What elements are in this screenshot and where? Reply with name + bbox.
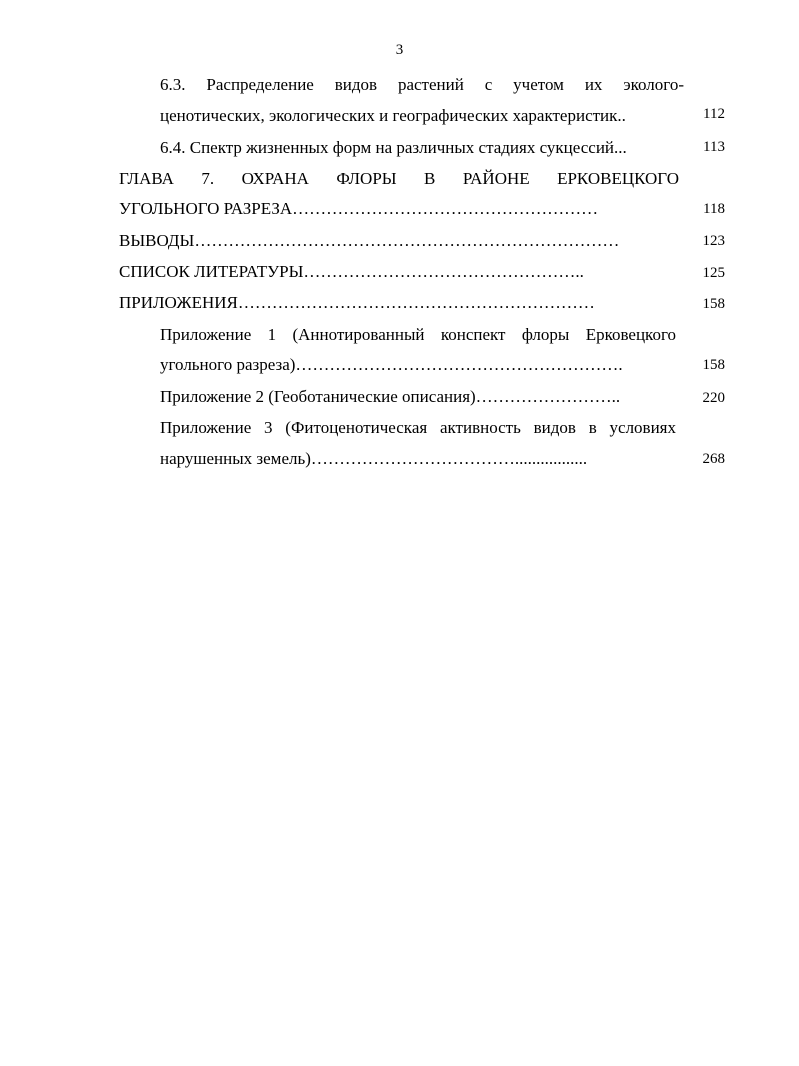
toc-chapter-7-line-1: ГЛАВА 7. ОХРАНА ФЛОРЫ В РАЙОНЕ ЕРКОВЕЦКОГО [119, 169, 679, 188]
toc-appendix-2-page: 220 [702, 390, 725, 406]
toc-chapter-7-page: 118 [703, 201, 725, 217]
toc-entry-6-3-line-1: 6.3. Распределение видов растений с учетом их эколого- [160, 75, 684, 94]
toc-chapter-7-line-2: УГОЛЬНОГО РАЗРЕЗА……………………………………………… [119, 199, 599, 218]
toc-appendix-3-line-1: Приложение 3 (Фитоценотическая активность видов в условиях [160, 418, 676, 437]
page-number: 3 [395, 42, 404, 58]
toc-conclusions: ВЫВОДЫ………………………………………………………………… [119, 231, 620, 250]
toc-appendix-1-line-2: угольного разреза)…………………………………………………. [160, 355, 623, 374]
toc-entry-6-4-page: 113 [703, 139, 725, 155]
toc-appendices: ПРИЛОЖЕНИЯ……………………………………………………… [119, 293, 595, 312]
toc-appendices-page: 158 [702, 296, 725, 312]
toc-appendix-2: Приложение 2 (Геоботанические описания)…………………….. [160, 387, 621, 406]
toc-appendix-3-line-2: нарушенных земель)………………………………................. [160, 449, 588, 468]
toc-appendix-1-page: 158 [702, 357, 725, 373]
toc-appendix-3-page: 268 [702, 451, 725, 467]
toc-entry-6-3-line-2: ценотических, экологических и географических характеристик.. [160, 106, 626, 125]
toc-references: СПИСОК ЛИТЕРАТУРЫ………………………………………….. [119, 262, 584, 281]
toc-conclusions-page: 123 [702, 233, 725, 249]
toc-appendix-1-line-1: Приложение 1 (Аннотированный конспект флоры Ерковецкого [160, 325, 676, 344]
toc-references-page: 125 [702, 265, 725, 281]
toc-entry-6-4: 6.4. Спектр жизненных форм на различных стадиях сукцессий... [160, 138, 627, 157]
toc-entry-6-3-page: 112 [703, 106, 725, 122]
